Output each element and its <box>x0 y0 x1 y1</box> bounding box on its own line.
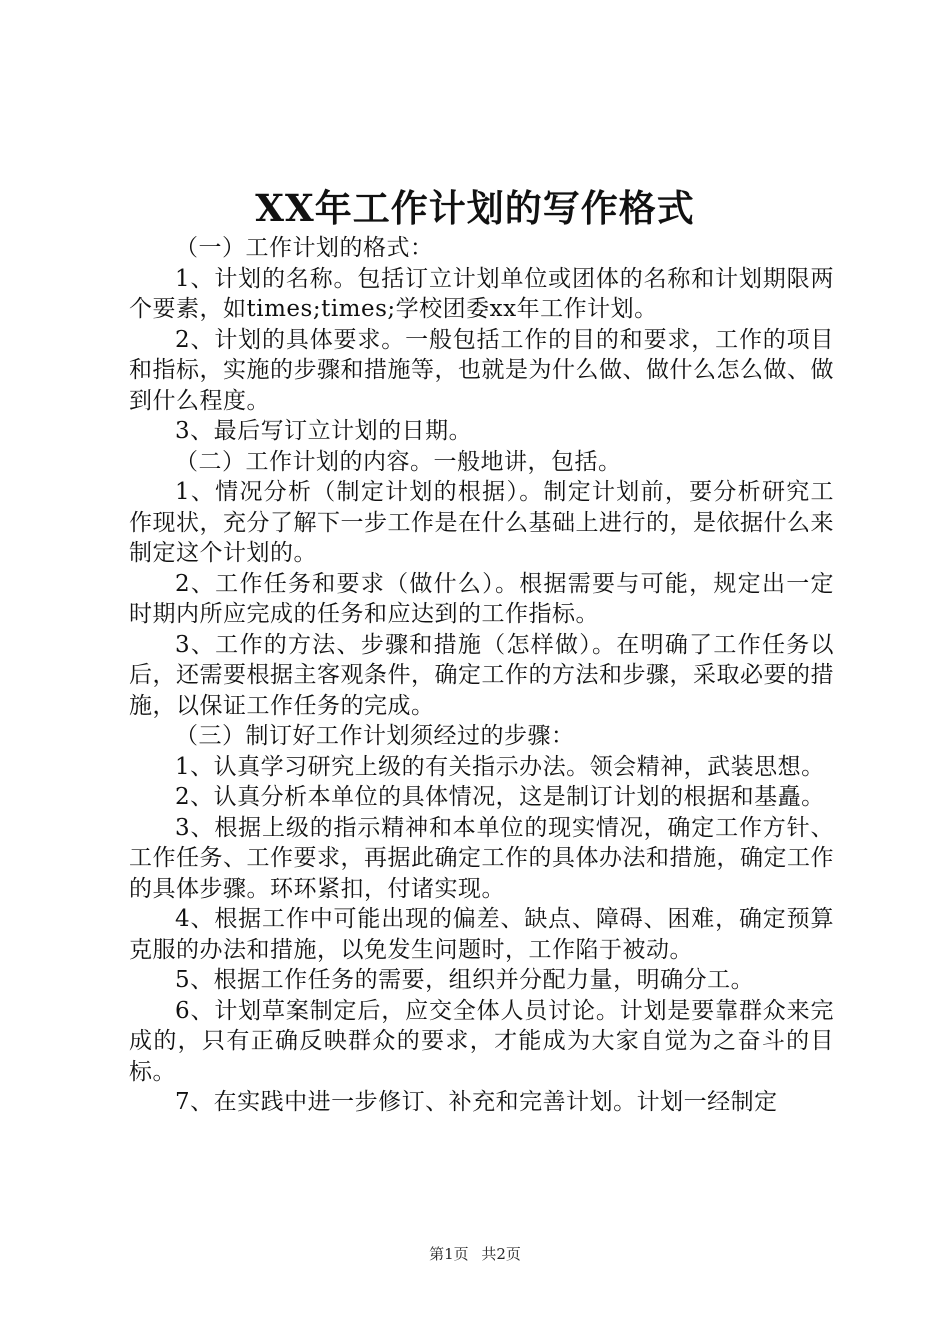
paragraph-plan-requirements: 2、计划的具体要求。一般包括工作的目的和要求，工作的项目和指标，实施的步骤和措施等，也就是为什么做、做什么怎么做、做到什么程度。 <box>129 326 834 414</box>
document-body <box>129 233 834 1118</box>
paragraph-methods-steps: 3、工作的方法、步骤和措施（怎样做）。在明确了工作任务以后，还需要根据主客观条件，确定工作的方法和步骤，采取必要的措施，以保证工作任务的完成。 <box>129 631 834 719</box>
paragraph-step-6: 6、计划草案制定后，应交全体人员讨论。计划是要靠群众来完成的，只有正确反映群众的要求，才能成为大家自觉为之奋斗的目标。 <box>129 997 834 1085</box>
paragraph-step-7: 7、在实践中进一步修订、补充和完善计划。计划一经制定 <box>175 1089 778 1115</box>
page-number: 第1页 <box>429 1245 469 1263</box>
paragraph-step-3: 3、根据上级的指示精神和本单位的现实情况，确定工作方针、工作任务、工作要求，再据此确定工作的具体办法和措施，确定工作的具体步骤。环环紧扣，付诸实现。 <box>129 814 834 902</box>
page-total: 共2页 <box>481 1245 521 1263</box>
paragraph-plan-date: 3、最后写订立计划的日期。 <box>175 418 473 444</box>
paragraph-section-1-heading: （一）工作计划的格式： <box>175 235 434 261</box>
page-footer <box>0 1244 950 1264</box>
paragraph-section-2-heading: （二）工作计划的内容。一般地讲，包括。 <box>175 448 622 475</box>
paragraph-situation-analysis: 1、情况分析（制定计划的根据）。制定计划前，要分析研究工作现状，充分了解下一步工作是在什么基础上进行的，是依据什么来制定这个计划的。 <box>129 479 834 566</box>
paragraph-step-5: 5、根据工作任务的需要，组织并分配力量，明确分工。 <box>175 967 755 993</box>
paragraph-step-4: 4、根据工作中可能出现的偏差、缺点、障碍、困难，确定预算克服的办法和措施，以免发生问题时，工作陷于被动。 <box>129 906 834 963</box>
paragraph-step-2: 2、认真分析本单位的具体情况，这是制订计划的根据和基矗。 <box>175 784 825 810</box>
paragraph-tasks-requirements: 2、工作任务和要求（做什么）。根据需要与可能，规定出一定时期内所应完成的任务和应达到的工作指标。 <box>129 570 834 627</box>
paragraph-step-1: 1、认真学习研究上级的有关指示办法。领会精神，武装思想。 <box>175 753 825 780</box>
paragraph-section-3-heading: （三）制订好工作计划须经过的步骤： <box>175 723 575 749</box>
document-title: XX年工作计划的写作格式 <box>255 186 695 230</box>
paragraph-plan-name: 1、计划的名称。包括订立计划单位或团体的名称和计划期限两个要素，如times;times;学校团委xx年工作计划。 <box>129 265 834 322</box>
